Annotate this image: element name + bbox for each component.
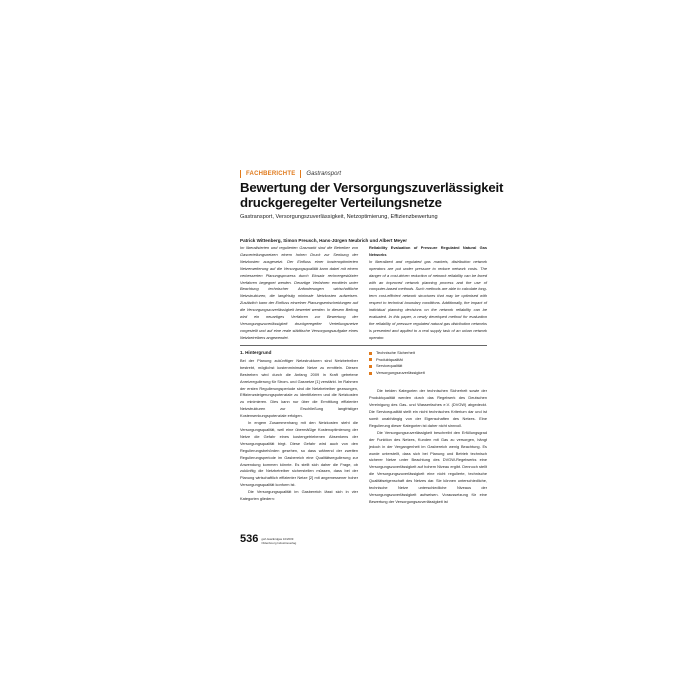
- page-number: 536: [240, 533, 259, 545]
- list-item-label: Servicequalität: [376, 363, 403, 369]
- abstract-english: [369, 245, 487, 342]
- journal-publisher: Oldenbourg Industrieverlag: [261, 540, 297, 545]
- list-item-label: Produktqualität: [376, 356, 403, 362]
- list-item: [369, 363, 487, 370]
- bullet-icon: [369, 358, 372, 361]
- body-paragraph: Bei der Planung zukünftiger Netzstrukturen sind Netzbetreiber bestrebt, möglichst kostenminimale Netze zu ermitteln. Diesen Bestreben wird durch die Anfang 2009 in Kraft getretene Anreizregulierung für Strom- und Gasnetze [1] verstärkt. Im Rahmen der ersten Regulierungsperiode sind die Netzbetreiber gezwungen, Effizienzsteigerungspotenziale zu identifizieren und die Netzkosten zu minimieren. Dies kann nur über die Ermittlung effizienter Netzstrukturen zur Erschließung langfristiger Kostensenkungspotenziale erfolgen.: [240, 357, 358, 419]
- bullet-icon: [369, 365, 372, 368]
- list-item: [369, 350, 487, 357]
- header-divider: [300, 170, 301, 178]
- header-divider: [240, 170, 241, 178]
- page-footer: [240, 531, 296, 545]
- abstract-german-text: Im liberalisierten und regulierten Gasmarkt sind die Betreiber von Gasverteilungsnetzen einem hohen Druck zur Senkung der Netzkosten ausgesetzt. Der Einfluss einer kostenoptimierten Netzerweiterung auf die Versorgungsqualität kann dabei mit einem verbesserten Planungsprozess durch Einsatz rechnergestützter Verfahren begegnet werden. Derartige Verfahren ermitteln unter Beachtung technischer Anforderungen wirtschaftliche Netzstrukturen, die langfristig minimale Netzkosten aufweisen. Zusätzlich kann der Einfluss einzelner Planungsentscheidungen auf die Versorgungszuverlässigkeit bewertet werden. In diesem Beitrag wird ein neuartiges Verfahren zur Bewertung der Versorgungszuverlässigkeit druckgeregelter Verteilungsnetze vorgestellt und auf eine reale städtische Versorgungsaufgabe eines Netzbetreibers angewendet.: [240, 245, 358, 340]
- list-item: [369, 357, 487, 364]
- article-keywords: Gastransport, Versorgungszuverlässigkeit, Netzoptimierung, Effizienzbewertung: [240, 214, 438, 220]
- list-item: [369, 370, 487, 377]
- journal-issue: gwf-Gas/Erdgas 10/2009: [261, 537, 294, 542]
- section-category: FACHBERICHTE: [246, 171, 296, 177]
- article-title: Bewertung der Versorgungszuverlässigkeit druckgeregelter Verteilungsnetze: [240, 180, 504, 210]
- bullet-icon: [369, 372, 372, 375]
- category-list: [369, 350, 487, 376]
- body-paragraph: Die beiden Kategorien der technischen Sicherheit sowie der Produktqualität werden durch das Regelwerk des Deutschen Vereinigung des Gas- und Wasserfaches e.V. (DVGW) abgedeckt. Die Servicequalität stellt ein nicht technisches Kriterium dar und ist somit unabhängig von der Eigenschaften des Netzes. Eine Regulierung dieser Kategorien ist daher nicht sinnvoll.: [369, 388, 487, 428]
- section-subcategory: Gastransport: [306, 171, 342, 177]
- journal-info: [261, 538, 296, 545]
- body-paragraph: Die Versorgungsqualität im Gasbereich lässt sich in vier Kategorien gliedern:: [240, 489, 358, 502]
- abstract-english-title: Reliability Evaluation of Pressure Regulated Natural Gas Networks: [369, 245, 487, 257]
- abstract-german: [240, 245, 358, 342]
- body-paragraph: In engem Zusammenhang mit den Netzkosten steht die Versorgungsqualität, weil eine übermäßige Kostenoptimierung der Netze die Gefahr eines kostengetriebenen Absenkens der Versorgungsqualität birgt. Diese Gefahr wird auch von den Regulierungsbehörden gesehen, so dass während der zweiten Regulierungsperiode im Gasbereich eine Qualitätsregulierung zur Anwendung kommen könnte. Es stellt sich daher die Frage, ob zukünftig die Netzbetreiber sicherstellen müssen, dass bei der Planung wirtschaftlich effizienter Netze [2] mit angemessener hoher Versorgungsqualität konform ist.: [240, 420, 358, 488]
- section-divider: [240, 345, 487, 346]
- abstract-english-text: In liberalized and regulated gas markets, distribution network operators are put under pressure to reduce network costs. The danger of a cost-driven reduction of network reliability can be faced with an improved network planning process and the use of computer-based methods. Such methods are able to calculate long-term cost-efficient network structures that may be optimised with respect to technical boundary conditions. Additionally, the impact of individual planning decisions on the network reliability can be evaluated. In this paper, a newly developed method for evaluation the reliability of pressure regulated natural gas distribution networks is presented and applied to a real supply task of an urban network operator.: [369, 258, 487, 340]
- article-authors: Patrick Wittenberg, Simon Preusch, Hans-Jürgen Neubrich und Albert Meyer: [240, 238, 407, 243]
- list-item-label: Technische Sicherheit: [376, 350, 415, 355]
- list-item-label: Versorgungszuverlässigkeit: [376, 369, 425, 375]
- body-column-left: [240, 350, 358, 503]
- section-header: [240, 168, 470, 180]
- body-paragraph: Die Versorgungszuverlässigkeit beschreibt den Erfüllungsgrad der Funktion des Netzes, Kunden mit Gas zu versorgen, hängt jedoch in der Vergangenheit im Gasbereich wenig Beachtung. Es wurde unterstellt, dass sich bei Planung und Betrieb technisch sicherer Netze unter Beachtung des DVGW-Regelwerks eine Versorgungszuverlässigkeit auf hohem Niveau ergibt. Dennoch stellt die Versorgungszuverlässigkeit eine nicht regulierte, technische Qualitätseigenschaft des Netzes dar. Sie können unterschiedliche, technische Netze unterschiedliche Niveaus der Versorgungszuverlässigkeit aufweisen. Voraussetzung für eine Bewertung der Versorgungszuverlässigkeit ist: [369, 429, 487, 504]
- section-heading: 1. Hintergrund: [240, 350, 272, 355]
- bullet-icon: [369, 352, 372, 355]
- body-column-right: [369, 350, 487, 506]
